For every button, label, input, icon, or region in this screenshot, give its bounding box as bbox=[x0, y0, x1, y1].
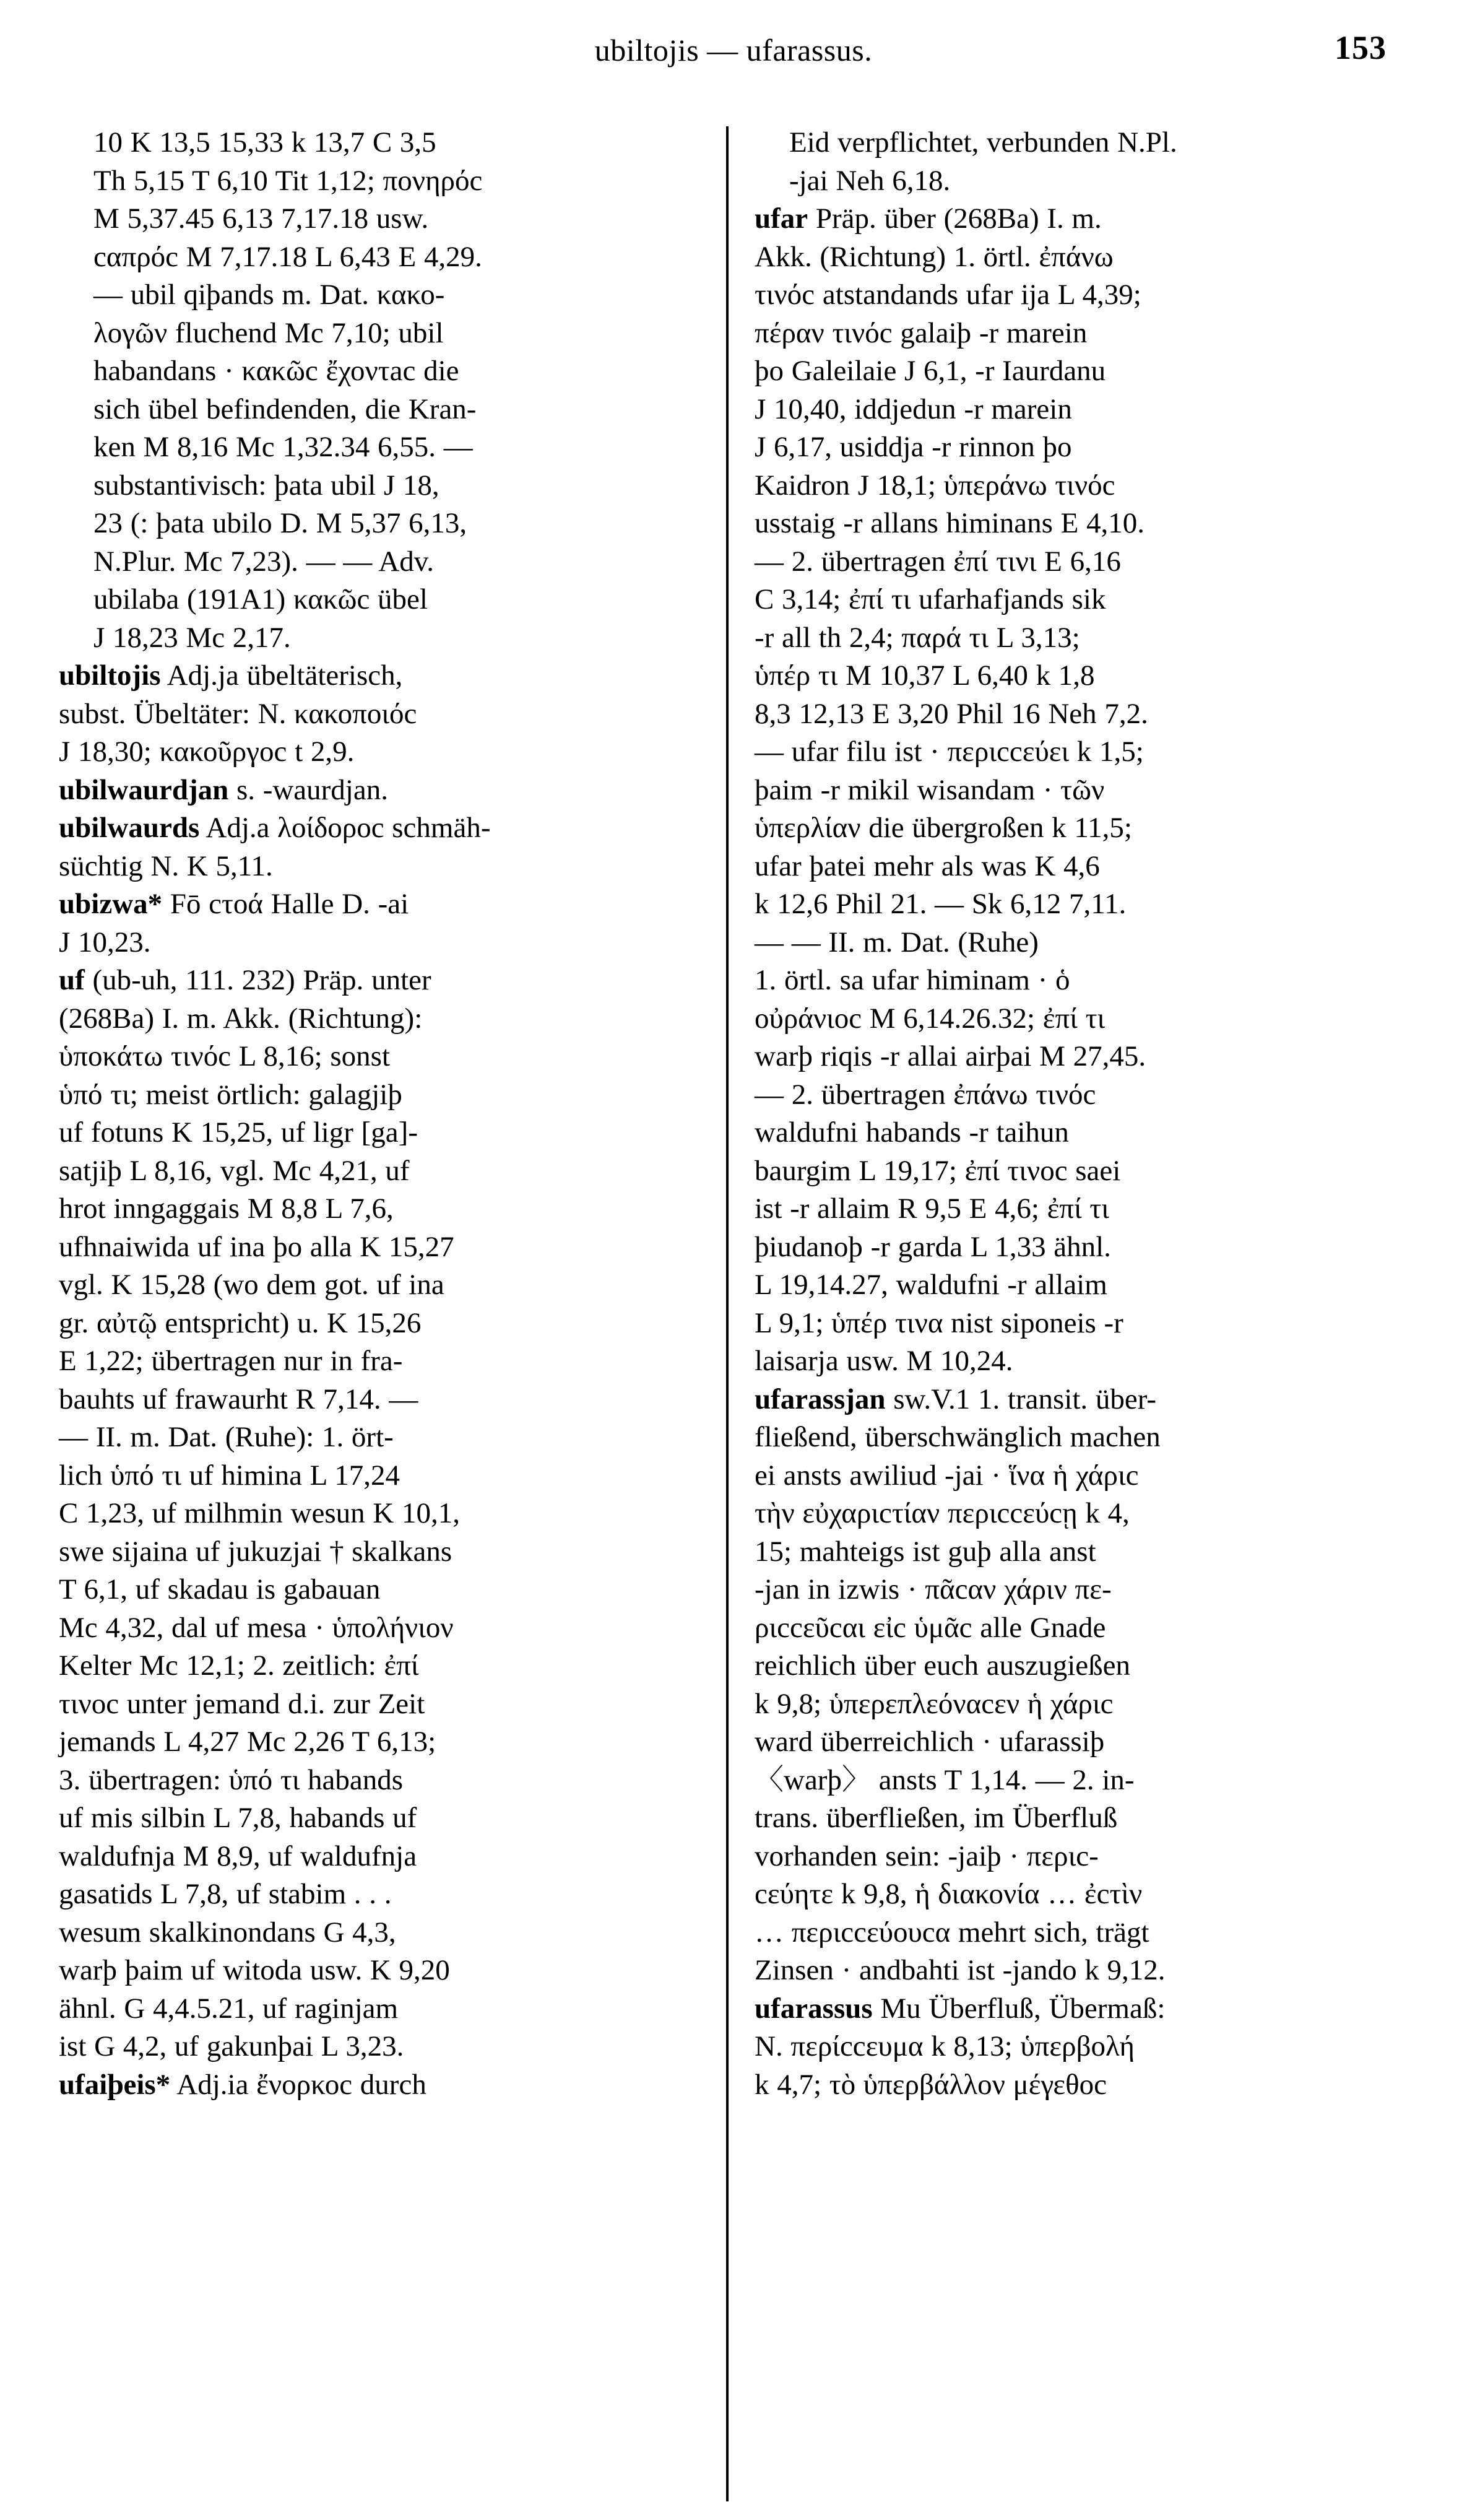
entry-line: ufar þatei mehr als was K 4,6 bbox=[755, 849, 1100, 882]
running-head bbox=[74, 29, 1393, 76]
entry-line: Kaidron J 18,1; ὑπεράνω τινόc bbox=[755, 469, 1115, 502]
entry-line: ubilwaurdjan s. -waurdjan. bbox=[59, 773, 388, 806]
dictionary-entry bbox=[59, 885, 703, 962]
entry-line: gr. αὐτῷ entspricht) u. K 15,26 bbox=[59, 1306, 422, 1339]
entry-line: L 19,14.27, waldufni -r allaim bbox=[755, 1269, 1107, 1301]
entry-line: -jai Neh 6,18. bbox=[789, 164, 951, 197]
entry-line: Kelter Mc 12,1; 2. zeitlich: ἐπί bbox=[59, 1649, 419, 1682]
dictionary-entry bbox=[59, 809, 703, 885]
entry-line: baurgim L 19,17; ἐπί τινοc saei bbox=[755, 1154, 1121, 1187]
entry-line: warþ þaim uf witoda usw. K 9,20 bbox=[59, 1954, 450, 1986]
entry-line: waldufni habands -r taihun bbox=[755, 1116, 1069, 1149]
page-number: 153 bbox=[1335, 29, 1387, 66]
entry-line: vgl. K 15,28 (wo dem got. uf ina bbox=[59, 1269, 444, 1301]
dictionary-entry bbox=[59, 771, 703, 810]
right-column bbox=[729, 124, 1398, 2104]
entry-line: cεύητε k 9,8, ἡ διακονία … ἐcτὶν bbox=[755, 1878, 1143, 1910]
entry-line: þaim -r mikil wisandam · τῶν bbox=[755, 773, 1105, 806]
left-column bbox=[59, 124, 716, 2104]
entry-line: ὑπό τι; meist örtlich: galagjiþ bbox=[59, 1078, 402, 1111]
entry-line: M 5,37.45 6,13 7,17.18 usw. bbox=[93, 202, 429, 235]
entry-line: N.Plur. Mc 7,23). — — Adv. bbox=[93, 545, 434, 578]
entry-line: J 18,23 Mc 2,17. bbox=[93, 621, 291, 654]
dictionary-entry bbox=[59, 657, 703, 771]
entry-line: bauhts uf frawaurht R 7,14. — bbox=[59, 1383, 418, 1415]
entry-line: k 12,6 Phil 21. — Sk 6,12 7,11. bbox=[755, 888, 1127, 920]
entry-line: τινόc atstandands ufar ija L 4,39; bbox=[755, 279, 1141, 311]
entry-line: … περιccεύουcα mehrt sich, trägt bbox=[755, 1916, 1149, 1949]
entry-line: οὐράνιοc M 6,14.26.32; ἐπί τι bbox=[755, 1002, 1106, 1035]
entry-line: wesum skalkinondans G 4,3, bbox=[59, 1916, 396, 1949]
entry-line: J 10,23. bbox=[59, 926, 151, 958]
entry-line: warþ riqis -r allai airþai M 27,45. bbox=[755, 1040, 1146, 1072]
dictionary-entry bbox=[755, 1990, 1398, 2105]
two-column-body bbox=[59, 124, 1414, 2501]
entry-line: Eid verpflichtet, verbunden N.Pl. bbox=[789, 126, 1177, 159]
entry-line: k 9,8; ὑπερεπλεόναcεν ἡ χάριc bbox=[755, 1687, 1114, 1720]
entry-line: uf fotuns K 15,25, uf ligr [ga]- bbox=[59, 1116, 418, 1149]
entry-line: (268Ba) I. m. Akk. (Richtung): bbox=[59, 1002, 423, 1035]
entry-line: ufaiþeis* Adj.ia ἔνορκοc durch bbox=[59, 2068, 426, 2101]
entry-line: laisarja usw. M 10,24. bbox=[755, 1345, 1013, 1377]
entry-line: usstaig -r allans himinans E 4,10. bbox=[755, 507, 1145, 539]
entry-line: cαπρόc M 7,17.18 L 6,43 E 4,29. bbox=[93, 240, 482, 273]
dictionary-entry bbox=[59, 2066, 703, 2105]
entry-line: 1. örtl. sa ufar himinam · ὁ bbox=[755, 964, 1070, 996]
entry-line: vorhanden sein: -jaiþ · περιc- bbox=[755, 1840, 1099, 1872]
entry-line: süchtig N. K 5,11. bbox=[59, 849, 273, 882]
headword: ufarassjan bbox=[755, 1383, 886, 1415]
entry-line: lich ὑπό τι uf himina L 17,24 bbox=[59, 1459, 400, 1492]
dictionary-entry bbox=[755, 200, 1398, 1381]
headword: uf bbox=[59, 964, 85, 996]
entry-line: ähnl. G 4,4.5.21, uf raginjam bbox=[59, 1992, 399, 2025]
entry-line: habandans · κακῶc ἔχοντac die bbox=[93, 355, 459, 387]
entry-line: τινοc unter jemand d.i. zur Zeit bbox=[59, 1687, 425, 1720]
entry-line: ufhnaiwida uf ina þo alla K 15,27 bbox=[59, 1230, 454, 1263]
entry-line: C 3,14; ἐπί τι ufarhafjands sik bbox=[755, 583, 1106, 615]
entry-line: πέραν τινόc galaiþ -r marein bbox=[755, 316, 1088, 349]
dictionary-entry bbox=[59, 962, 703, 2066]
entry-line: J 18,30; κακοῦργοc t 2,9. bbox=[59, 736, 355, 768]
entry-line: N. περίccευμα k 8,13; ὑπερβολή bbox=[755, 2030, 1135, 2062]
entry-line: E 1,22; übertragen nur in fra- bbox=[59, 1345, 403, 1377]
entry-line: J 10,40, iddjedun -r marein bbox=[755, 393, 1072, 425]
entry-line: 10 K 13,5 15,33 k 13,7 C 3,5 bbox=[93, 126, 436, 159]
entry-line: 3. übertragen: ὑπό τι habands bbox=[59, 1763, 404, 1796]
entry-line: uf mis silbin L 7,8, habands uf bbox=[59, 1802, 417, 1834]
headword: ubilwaurdjan bbox=[59, 773, 229, 806]
entry-continuation bbox=[755, 124, 1398, 200]
headword: ubilwaurds bbox=[59, 812, 200, 844]
entry-line: ufarassus Mu Überfluß, Übermaß: bbox=[755, 1992, 1166, 2025]
entry-line: 〈warþ〉 ansts T 1,14. — 2. in- bbox=[755, 1763, 1135, 1796]
entry-line: þiudanoþ -r garda L 1,33 ähnl. bbox=[755, 1230, 1111, 1263]
entry-line: 15; mahteigs ist guþ alla anst bbox=[755, 1535, 1096, 1568]
entry-line: substantivisch: þata ubil J 18, bbox=[93, 469, 439, 502]
entry-line: ubiltojis Adj.ja übeltäterisch, bbox=[59, 659, 403, 692]
entry-line: — — II. m. Dat. (Ruhe) bbox=[755, 926, 1039, 958]
entry-line: ὑπερλίαν die übergroßen k 11,5; bbox=[755, 812, 1132, 844]
headword: ufarassus bbox=[755, 1992, 873, 2025]
entry-line: Akk. (Richtung) 1. örtl. ἐπάνω bbox=[755, 240, 1114, 273]
entry-line: jemands L 4,27 Mc 2,26 T 6,13; bbox=[59, 1726, 436, 1758]
entry-line: C 1,23, uf milhmin wesun K 10,1, bbox=[59, 1497, 460, 1529]
entry-line: satjiþ L 8,16, vgl. Mc 4,21, uf bbox=[59, 1154, 410, 1187]
entry-line: Zinsen · andbahti ist -jando k 9,12. bbox=[755, 1954, 1166, 1986]
entry-line: subst. Übeltäter: N. κακοποιόc bbox=[59, 697, 417, 730]
entry-line: ὑπέρ τι M 10,37 L 6,40 k 1,8 bbox=[755, 659, 1095, 692]
entry-line: ist -r allaim R 9,5 E 4,6; ἐπί τι bbox=[755, 1193, 1109, 1225]
entry-line: — ufar filu ist · περιccεύει k 1,5; bbox=[755, 736, 1144, 768]
entry-line: ubizwa* Fō cτοά Halle D. -ai bbox=[59, 888, 409, 920]
entry-line: uf (ub-uh, 111. 232) Präp. unter bbox=[59, 964, 431, 996]
entry-line: þo Galeilaie J 6,1, -r Iaurdanu bbox=[755, 355, 1106, 387]
entry-line: ριccεῦcαι εἰc ὑμᾶc alle Gnade bbox=[755, 1611, 1106, 1644]
entry-line: — ubil qiþands m. Dat. κακο- bbox=[93, 279, 445, 311]
entry-line: ufar Präp. über (268Ba) I. m. bbox=[755, 202, 1102, 235]
entry-line: 23 (: þata ubilo D. M 5,37 6,13, bbox=[93, 507, 467, 539]
entry-line: — II. m. Dat. (Ruhe): 1. ört- bbox=[59, 1421, 394, 1453]
entry-line: Mc 4,32, dal uf mesa · ὑπολήνιον bbox=[59, 1611, 454, 1644]
entry-line: T 6,1, uf skadau is gabauan bbox=[59, 1573, 381, 1605]
dictionary-entry bbox=[755, 1381, 1398, 1990]
headword: ufar bbox=[755, 202, 808, 235]
headword: ubizwa* bbox=[59, 888, 163, 920]
entry-continuation bbox=[59, 124, 703, 657]
entry-line: waldufnja M 8,9, uf waldufnja bbox=[59, 1840, 417, 1872]
entry-line: ist G 4,2, uf gakunþai L 3,23. bbox=[59, 2030, 404, 2062]
entry-line: trans. überfließen, im Überfluß bbox=[755, 1802, 1118, 1834]
entry-line: ubilaba (191A1) κακῶc übel bbox=[93, 583, 428, 615]
entry-line: ken M 8,16 Mc 1,32.34 6,55. — bbox=[93, 431, 473, 463]
entry-line: — 2. übertragen ἐπί τινι E 6,16 bbox=[755, 545, 1121, 578]
entry-line: λογῶν fluchend Mc 7,10; ubil bbox=[93, 316, 444, 349]
entry-line: ὑποκάτω τινόc L 8,16; sonst bbox=[59, 1040, 391, 1072]
entry-line: fließend, überschwänglich machen bbox=[755, 1421, 1161, 1453]
entry-line: ward überreichlich · ufarassiþ bbox=[755, 1726, 1105, 1758]
entry-line: k 4,7; τὸ ὑπερβάλλον μέγεθοc bbox=[755, 2068, 1107, 2101]
entry-line: -jan in izwis · πᾶcαν χάριν πε- bbox=[755, 1573, 1112, 1605]
headword: ufaiþeis* bbox=[59, 2068, 171, 2101]
entry-line: -r all th 2,4; παρά τι L 3,13; bbox=[755, 621, 1080, 654]
entry-line: ufarassjan sw.V.1 1. transit. über- bbox=[755, 1383, 1157, 1415]
entry-line: ei ansts awiliud -jai · ἵνα ἡ χάριc bbox=[755, 1459, 1139, 1492]
entry-line: 8,3 12,13 E 3,20 Phil 16 Neh 7,2. bbox=[755, 697, 1148, 730]
headword: ubiltojis bbox=[59, 659, 161, 692]
entry-line: Th 5,15 T 6,10 Tit 1,12; πονηρόc bbox=[93, 164, 483, 197]
entry-line: reichlich über euch auszugießen bbox=[755, 1649, 1131, 1682]
entry-line: L 9,1; ὑπέρ τινα nist siponeis -r bbox=[755, 1306, 1123, 1339]
entry-line: hrot inngaggais M 8,8 L 7,6, bbox=[59, 1193, 394, 1225]
entry-line: swe sijaina uf jukuzjai † skalkans bbox=[59, 1535, 452, 1568]
entry-line: — 2. übertragen ἐπάνω τινόc bbox=[755, 1078, 1096, 1111]
running-head-title: ubiltojis — ufarassus. bbox=[594, 33, 873, 67]
entry-line: sich übel befindenden, die Kran- bbox=[93, 393, 477, 425]
entry-line: gasatids L 7,8, uf stabim . . . bbox=[59, 1878, 392, 1910]
entry-line: ubilwaurds Adj.a λοίδοροc schmäh- bbox=[59, 812, 491, 844]
entry-line: J 6,17, usiddja -r rinnon þo bbox=[755, 431, 1072, 463]
entry-line: τὴν εὐχαριcτίαν περιccεύcῃ k 4, bbox=[755, 1497, 1130, 1529]
